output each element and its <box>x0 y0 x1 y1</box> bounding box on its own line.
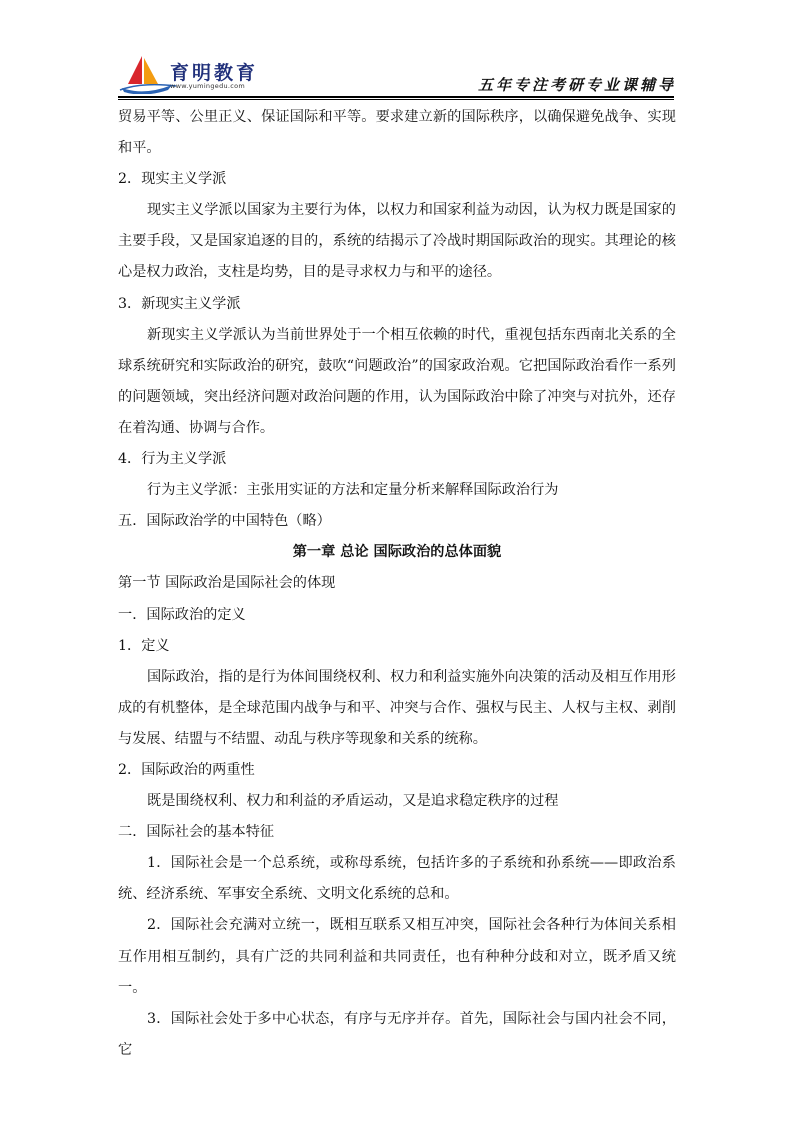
paragraph: 既是围绕权利、权力和利益的矛盾运动，又是追求稳定秩序的过程 <box>147 793 559 810</box>
page-header <box>0 0 794 100</box>
section-heading: 2．现实主义学派 <box>118 171 227 188</box>
document-body <box>118 102 676 1066</box>
paragraph: 3．国际社会处于多中心状态，有序与无序并存。首先，国际社会与国内社会不同，它 <box>118 1010 676 1058</box>
header-divider-thin <box>118 99 674 100</box>
section-heading: 第一节 国际政治是国际社会的体现 <box>118 575 336 592</box>
paragraph: 行为主义学派：主张用实证的方法和定量分析来解释国际政治行为 <box>147 482 559 499</box>
header-slogan: 五年专注考研专业课辅导 <box>477 76 676 94</box>
paragraph: 现实主义学派以国家为主要行为体，以权力和国家利益为动因，认为权力既是国家的主要手段，又是国家追逐的目的，系统的结揭示了冷战时期国际政治的现实。其理论的核心是权力政治，支柱是均势，目的是寻求权力与和平的途径。 <box>118 202 676 281</box>
section-heading: 4．行为主义学派 <box>118 451 227 468</box>
section-heading: 1．定义 <box>118 637 170 654</box>
paragraph: 2．国际社会充满对立统一，既相互联系又相互冲突，国际社会各种行为体间关系相互作用相互制约，具有广泛的共同利益和共同责任，也有种种分歧和对立，既矛盾又统一。 <box>118 917 676 996</box>
section-heading: 3．新现实主义学派 <box>118 295 241 312</box>
brand-name: 育明教育 <box>170 62 259 84</box>
paragraph: 贸易平等、公里正义、保证国际和平等。要求建立新的国际秩序，以确保避免战争、实现和平。 <box>118 109 676 157</box>
paragraph: 1．国际社会是一个总系统，或称母系统，包括许多的子系统和孙系统——即政治系统、经济系统、军事安全系统、文明文化系统的总和。 <box>118 855 676 903</box>
section-heading: 二．国际社会的基本特征 <box>118 824 275 841</box>
section-heading: 2．国际政治的两重性 <box>118 761 255 778</box>
chapter-title: 第一章 总论 国际政治的总体面貌 <box>292 544 502 561</box>
paragraph: 新现实主义学派认为当前世界处于一个相互依赖的时代，重视包括东西南北关系的全球系统研究和实际政治的研究，鼓吹“问题政治”的国家政治观。它把国际政治看作一系列的问题领域，突出经济问题对政治问题的作用，认为国际政治中除了冲突与对抗外，还存在着沟通、协调与合作。 <box>118 326 676 436</box>
section-heading: 一．国际政治的定义 <box>118 606 246 623</box>
header-divider <box>118 96 674 98</box>
sailboat-logo-icon <box>118 52 178 94</box>
brand-url: www.yumingedu.com <box>170 82 246 90</box>
paragraph: 国际政治，指的是行为体间围绕权利、权力和利益实施外向决策的活动及相互作用形成的有机整体，是全球范围内战争与和平、冲突与合作、强权与民主、人权与主权、剥削与发展、结盟与不结盟、动乱与秩序等现象和关系的统称。 <box>118 668 676 747</box>
logo <box>118 52 288 94</box>
section-heading: 五．国际政治学的中国特色（略） <box>118 513 331 530</box>
